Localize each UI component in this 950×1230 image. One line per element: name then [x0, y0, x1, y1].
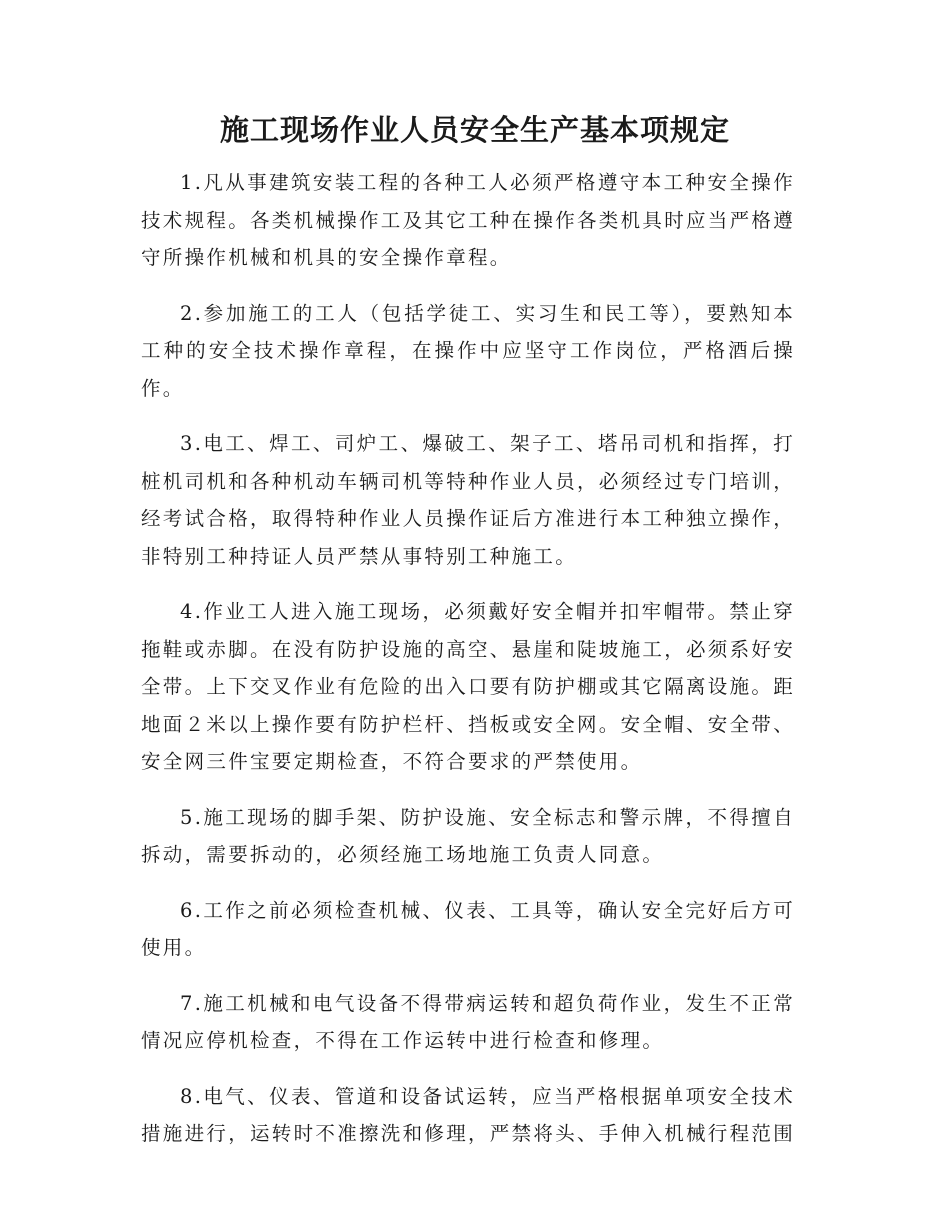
- paragraph-8: 8.电气、仪表、管道和设备试运转，应当严格根据单项安全技术措施进行，运转时不准擦洗和修理，严禁将头、手伸入机械行程范围: [141, 1084, 796, 1145]
- document-body: [141, 164, 795, 1171]
- document-title: 施工现场作业人员安全生产基本项规定: [219, 113, 730, 147]
- paragraph-7: 7.施工机械和电气设备不得带病运转和超负荷作业，发生不正常情况应停机检查，不得在工作运转中进行检查和修理。: [141, 991, 795, 1052]
- paragraph-5: 5.施工现场的脚手架、防护设施、安全标志和警示牌，不得擅自拆动，需要拆动的，必须经施工场地施工负责人同意。: [141, 805, 795, 866]
- paragraph-2: 2.参加施工的工人（包括学徒工、实习生和民工等），要熟知本工种的安全技术操作章程，在操作中应坚守工作岗位，严格酒后操作。: [141, 301, 795, 400]
- paragraph-3: 3.电工、焊工、司炉工、爆破工、架子工、塔吊司机和指挥，打桩机司机和各种机动车辆司机等特种作业人员，必须经过专门培训，经考试合格，取得特种作业人员操作证后方准进行本工种独立操作，非特别工种持证人员严禁从事特别工种施工。: [141, 432, 796, 568]
- paragraph-1: 1.凡从事建筑安装工程的各种工人必须严格遵守本工种安全操作技术规程。各类机械操作工及其它工种在操作各类机具时应当严格遵守所操作机械和机具的安全操作章程。: [141, 171, 796, 269]
- paragraph-6: 6.工作之前必须检查机械、仪表、工具等，确认安全完好后方可使用。: [141, 898, 795, 959]
- paragraph-4: 4.作业工人进入施工现场，必须戴好安全帽并扣牢帽带。禁止穿拖鞋或赤脚。在没有防护设施的高空、悬崖和陡坡施工，必须系好安全带。上下交叉作业有危险的出入口要有防护棚或其它隔离设施。距地面２米以上操作要有防护栏杆、挡板或安全网。安全帽、安全带、安全网三件宝要定期检查，不符合要求的严禁使用。: [141, 600, 796, 773]
